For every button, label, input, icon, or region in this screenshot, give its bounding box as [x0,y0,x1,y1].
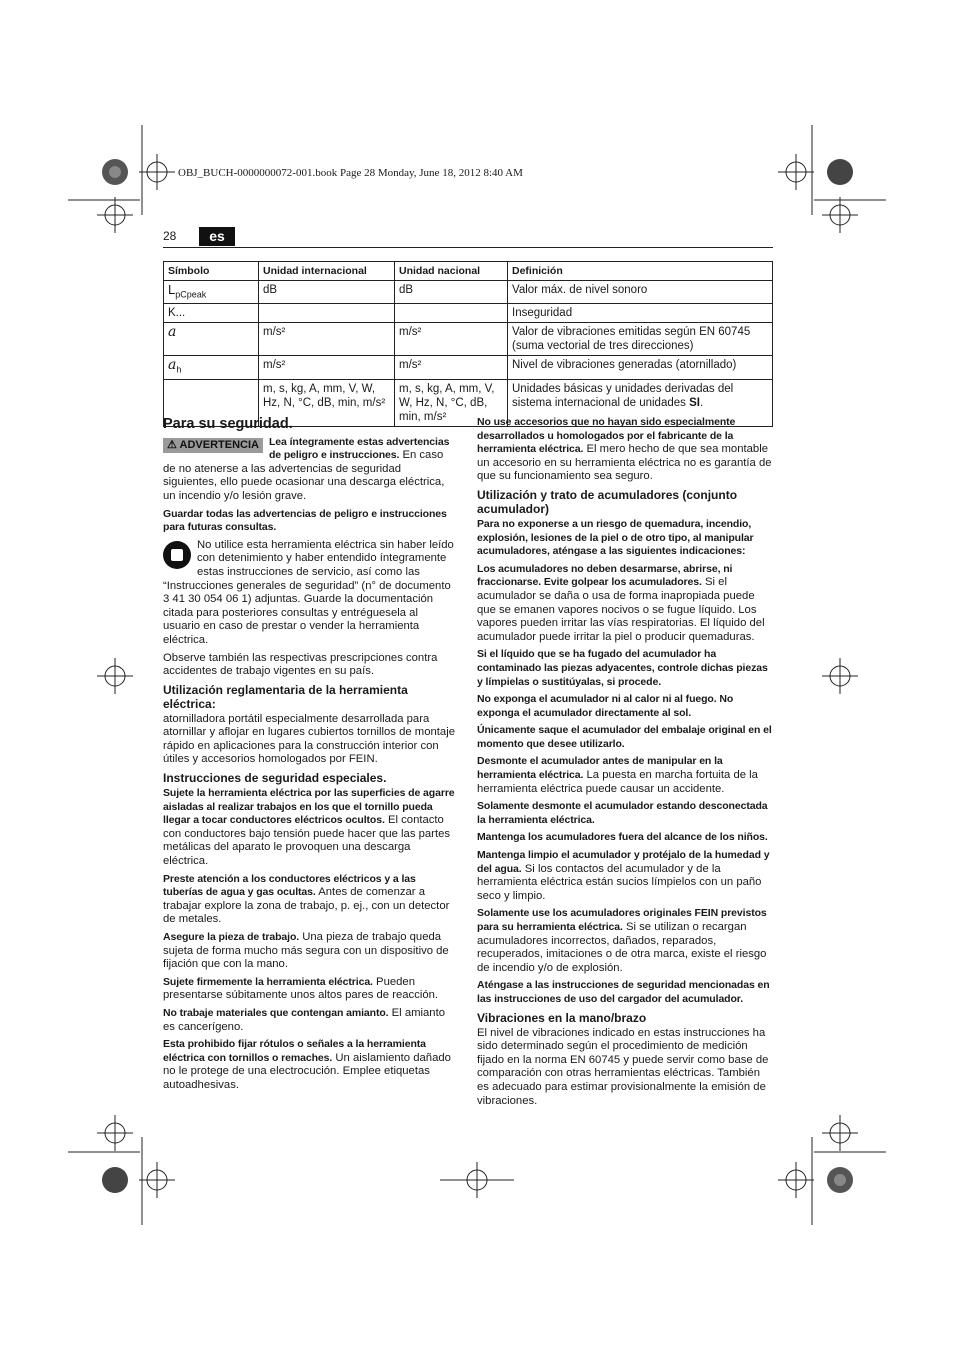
definition-cell: Valor de vibraciones emitidas según EN 60745 (suma vectorial de tres direcciones) [508,323,773,356]
intl-unit-cell: m/s² [259,323,395,356]
battery-paragraph: Los acumuladores no deben desarmarse, abrirse, ni fraccionarse. Evite golpear los acumuladores. Si el acumulador se daña o usa de forma inapropiada puede que se emanen vapores nocivos o se fugue líquido. Los vapores pueden irritar las vías respiratorias. El líquido del acumulador puede irritar la piel o producir quemaduras. [477,562,765,643]
warning-label: ⚠ ADVERTENCIA [163,438,263,454]
section-title: Para su seguridad. [163,416,293,432]
use-text: atornilladora portátil especialmente desarrollada para atornillar y aflojar en lugares cubiertos tornillos de montaje rápido en aplicaciones para la construcción interior con útiles y accesorios homologados por FEIN. [163,712,455,766]
table-header: Definición [508,262,773,281]
definition-cell: Valor máx. de nivel sonoro [508,281,773,304]
battery-paragraph: No exponga el acumulador ni al calor ni al fuego. No exponga el acumulador directamente al sol. [477,693,734,719]
warning-paragraph: ⚠ ADVERTENCIA Lea íntegramente estas advertencias de peligro e instrucciones. En caso de no atenerse a las advertencias de seguridad siguientes, ello puede ocasionar una descarga eléctrica, un incendio y/o lesión grave. [163,435,450,502]
battery-paragraph: Mantenga limpio el acumulador y protéjalo de la humedad y del agua. Si los contactos del acumulador y de la herramienta eléctrica están sucios límpielos con un paño seco y limpio. [477,849,770,902]
vibration-title: Vibraciones en la mano/brazo [477,1010,647,1025]
use-title: Utilización reglamentaria de la herramienta eléctrica: [163,682,408,711]
battery-paragraph: Mantenga los acumuladores fuera del alcance de los niños. [477,831,768,844]
safety-paragraph: Asegure la pieza de trabajo. Una pieza de trabajo queda sujeta de forma mucho más segura con un dispositivo de fijación que con la mano. [163,931,449,971]
left-column [163,418,458,1097]
read-manual-paragraph: No utilice esta herramienta eléctrica sin haber leído con detenimiento y haber entendido íntegramente estas instrucciones de servicio, así como las “Instrucciones generales de seguridad” (n° de documento 3 41 30 054 06 1) adjuntas. Guarde la documentación citada para posteriores consultas y entréguesela al usuario en caso de prestar o vender la herramienta eléctrica. [163,538,454,646]
read-manual-icon [163,541,191,569]
battery-paragraph: Aténgase a las instrucciones de seguridad mencionadas en las instrucciones de uso del cargador del acumulador. [477,979,770,1005]
definition-cell: Nivel de vibraciones generadas (atornillado) [508,356,773,379]
safety-paragraph: No trabaje materiales que contengan amianto. El amianto es cancerígeno. [163,1006,446,1033]
file-info-header: OBJ_BUCH-0000000072-001.book Page 28 Monday, June 18, 2012 8:40 AM [178,167,523,179]
symbol-cell: a [164,323,259,356]
battery-paragraph: Únicamente saque el acumulador del embalaje original en el momento que desee utilizarlo. [477,724,772,750]
special-title: Instrucciones de seguridad especiales. [163,771,387,786]
intl-unit-cell: dB [259,281,395,304]
vibration-text: El nivel de vibraciones indicado en estas instrucciones ha sido determinado según el procedimiento de medición fijado en la norma EN 60745 y puede servir como base de comparación con otras herramientas eléctricas. También es adecuado para estimar provisionalmente la emisión de vibraciones. [477,1026,769,1107]
table-header-row [164,262,773,281]
battery-paragraph: Si el líquido que se ha fugado del acumulador ha contaminado las piezas adyacentes, controle dichas piezas y límpielas o sustitúyalas, si procede. [477,648,768,688]
language-badge: es [199,227,235,246]
battery-paragraph: Solamente desmonte el acumulador estando desconectada la herramienta eléctrica. [477,800,768,826]
symbol-cell: K... [164,304,259,323]
observe-paragraph: Observe también las respectivas prescripciones contra accidentes de trabajo vigentes en su país. [163,651,438,678]
battery-title: Utilización y trato de acumuladores (conjunto acumulador) [477,487,738,516]
table-header: Unidad nacional [395,262,508,281]
battery-paragraph: Desmonte el acumulador antes de manipular en la herramienta eléctrica. La puesta en marcha fortuita de la herramienta eléctrica puede causar un accidente. [477,755,758,795]
national-unit-cell: m/s² [395,356,508,379]
table-row [164,323,773,356]
definition-cell: Unidades básicas y unidades derivadas del sistema internacional de unidades SI. [508,379,773,426]
national-unit-cell [395,304,508,323]
symbol-cell: $L_{pCpeak}$ [164,281,259,304]
header-rule [163,247,773,248]
table-header: Unidad internacional [259,262,395,281]
definition-cell: Inseguridad [508,304,773,323]
safety-paragraph: Sujete firmemente la herramienta eléctrica. Pueden presentarse súbitamente unos altos pares de reacción. [163,975,439,1002]
intl-unit-cell: m/s² [259,356,395,379]
national-unit-cell: m, s, kg, A, mm, V, W, Hz, N, °C, dB, min, m/s² [395,379,508,426]
right-column [477,416,772,1112]
accessory-paragraph: No use accesorios que no hayan sido especialmente desarrollados u homologados por el fabricante de la herramienta eléctrica. El mero hecho de que sea montable un accesorio en su herramienta eléctrica no es garantía de que su funcionamiento sea seguro. [477,416,772,483]
table-header: Símbolo [164,262,259,281]
safety-paragraph: Sujete la herramienta eléctrica por las superficies de agarre aisladas al realizar trabajos en los que el tornillo pueda llegar a tocar conductores eléctricos ocultos. El contacto con conductores bajo tensión puede hacer que las partes metálicas del aparato le provoquen una descarga eléctrica. [163,787,455,868]
table-row [164,356,773,379]
symbol-cell: $a_h$ [164,356,259,379]
symbol-table [163,261,773,427]
keep-instructions: Guardar todas las advertencias de peligro e instrucciones para futuras consultas. [163,507,447,534]
battery-paragraph: Solamente use los acumuladores originales FEIN previstos para su herramienta eléctrica. Si se utilizan o recargan acumuladores incorrectos, dañados, reparados, recuperados, imitaciones o de otra marca, existe el riesgo de incendio y/o de explosión. [477,907,767,974]
safety-paragraph: Preste atención a los conductores eléctricos y a las tuberías de agua y gas ocultas. Antes de comenzar a trabajar explore la zona de trabajo, p. ej., con un detector de metales. [163,872,450,926]
table-row [164,281,773,304]
battery-paragraph: Para no exponerse a un riesgo de quemadura, incendio, explosión, lesiones de la piel o de otro tipo, al manipular acumuladores, aténgase a las siguientes indicaciones: [477,517,754,558]
intl-unit-cell [259,304,395,323]
national-unit-cell: m/s² [395,323,508,356]
national-unit-cell: dB [395,281,508,304]
intl-unit-cell: m, s, kg, A, mm, V, W, Hz, N, °C, dB, min, m/s² [259,379,395,426]
page-number: 28 [163,229,177,243]
safety-paragraph: Esta prohibido fijar rótulos o señales a la herramienta eléctrica con tornillos o remaches. Un aislamiento dañado no le protege de una electrocución. Emplee etiquetas autoadhesivas. [163,1038,451,1091]
table-row [164,304,773,323]
